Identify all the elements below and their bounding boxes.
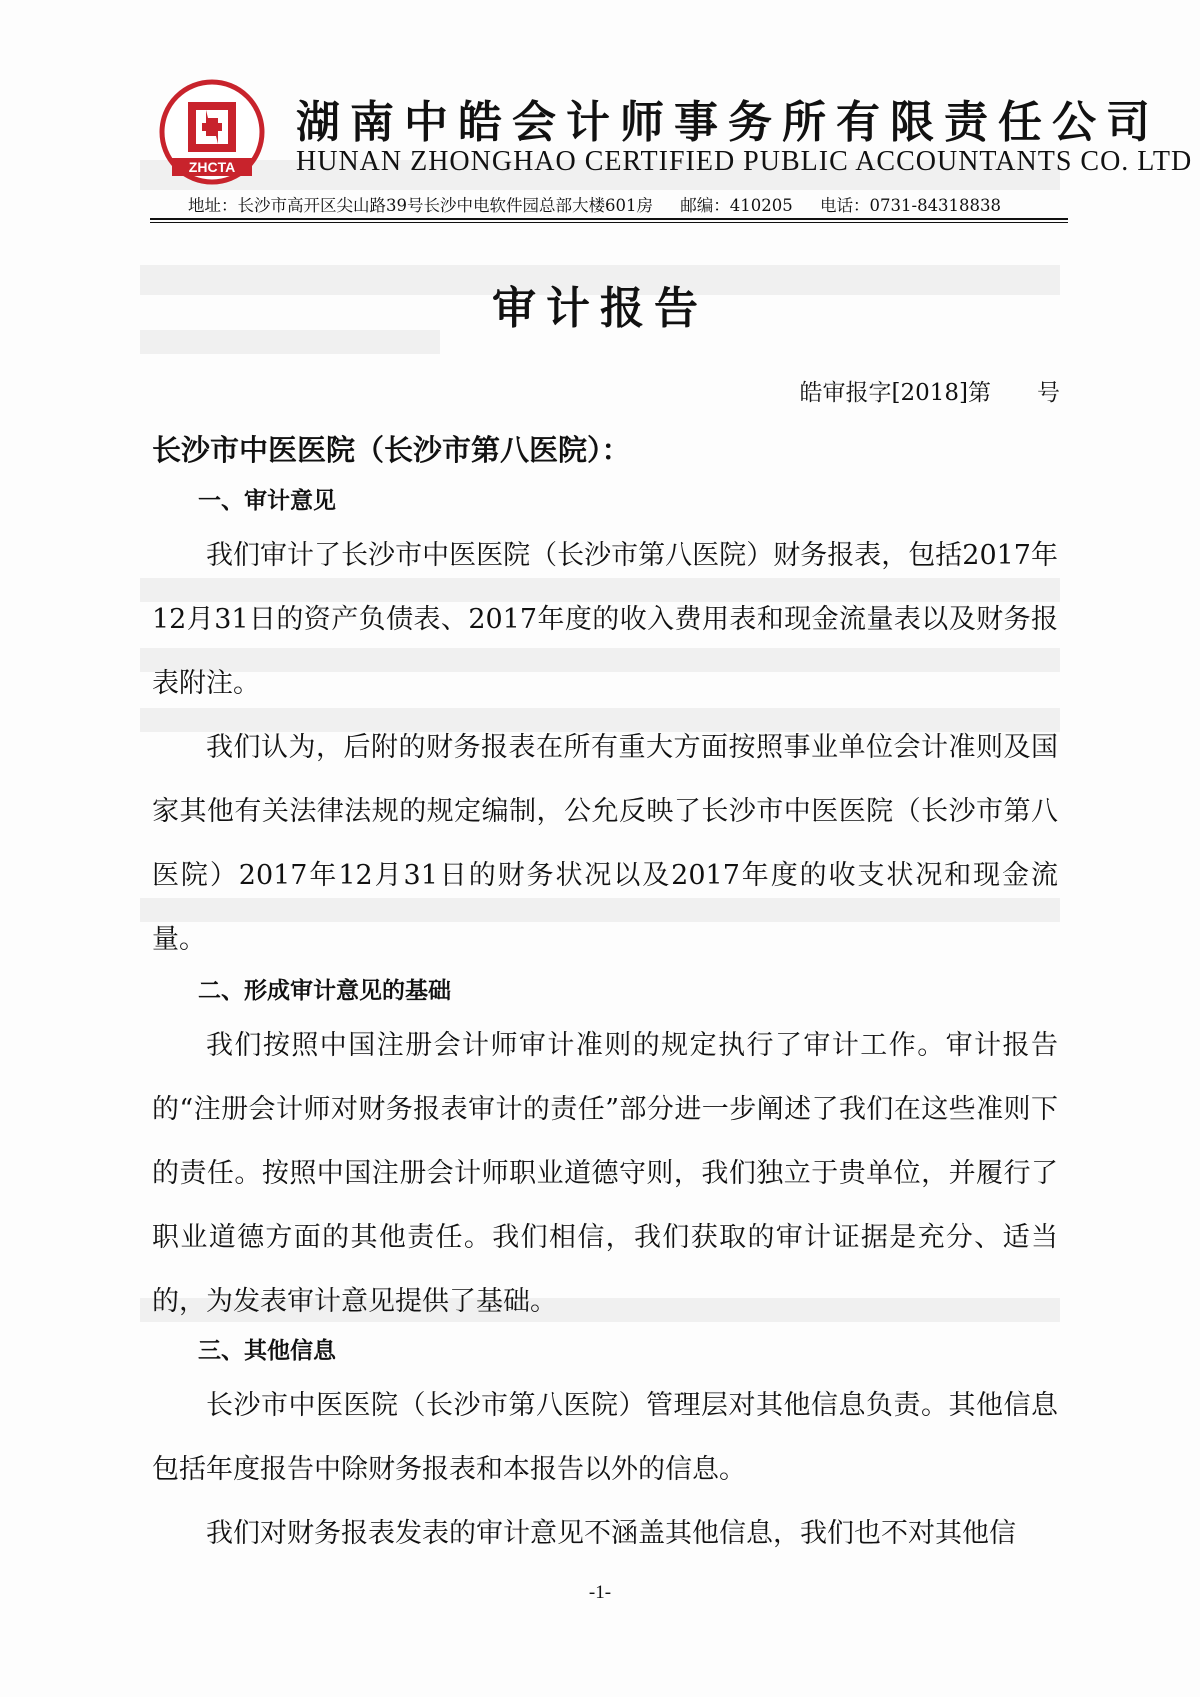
contact-line xyxy=(188,192,1023,216)
company-logo xyxy=(158,78,266,186)
document-number: 皓审报字[2018]第 号 xyxy=(799,380,1060,406)
company-name-cn: 湖南中皓会计师事务所有限责任公司 xyxy=(296,97,1160,148)
letterhead-divider xyxy=(150,218,1068,220)
section-heading-basis-for-opinion: 二、形成审计意见的基础 xyxy=(198,977,451,1004)
company-address: 地址：长沙市高开区尖山路39号长沙中电软件园总部大楼601房 xyxy=(188,196,653,215)
paragraph-other-information-continued: 我们对财务报表发表的审计意见不涵盖其他信息，我们也不对其他信 xyxy=(206,1518,1016,1549)
section-heading-audit-opinion: 一、审计意见 xyxy=(198,487,336,514)
company-postcode: 邮编：410205 xyxy=(680,196,793,215)
company-name-en: HUNAN ZHONGHAO CERTIFIED PUBLIC ACCOUNTANTS CO. LTD xyxy=(296,146,1193,177)
addressee: 长沙市中医医院（长沙市第八医院）： xyxy=(152,433,631,467)
document-title: 审计报告 xyxy=(492,283,708,334)
page-number: -1- xyxy=(588,1582,612,1603)
letterhead-divider-thin xyxy=(150,222,1068,223)
logo-text: ZHCTA xyxy=(188,159,236,175)
paragraph-other-information: 长沙市中医医院（长沙市第八医院）管理层对其他信息负责。其他信息包括年度报告中除财务报表和本报告以外的信息。 xyxy=(152,1390,1058,1485)
paragraph-basis-for-opinion: 我们按照中国注册会计师审计准则的规定执行了审计工作。审计报告的“注册会计师对财务报表审计的责任”部分进一步阐述了我们在这些准则下的责任。按照中国注册会计师职业道德守则，我们独立于贵单位，并履行了职业道德方面的其他责任。我们相信，我们获取的审计证据是充分、适当的，为发表审计意见提供了基础。 xyxy=(152,1030,1058,1317)
paragraph-audit-opinion: 我们认为，后附的财务报表在所有重大方面按照事业单位会计准则及国家其他有关法律法规的规定编制，公允反映了长沙市中医医院（长沙市第八医院）2017年12月31日的财务状况以及2017年度的收支状况和现金流量。 xyxy=(152,732,1058,955)
paragraph-audit-scope: 我们审计了长沙市中医医院（长沙市第八医院）财务报表，包括2017年12月31日的资产负债表、2017年度的收入费用表和现金流量表以及财务报表附注。 xyxy=(152,540,1058,699)
company-phone: 电话：0731-84318838 xyxy=(820,196,1002,215)
section-heading-other-information: 三、其他信息 xyxy=(198,1337,336,1364)
